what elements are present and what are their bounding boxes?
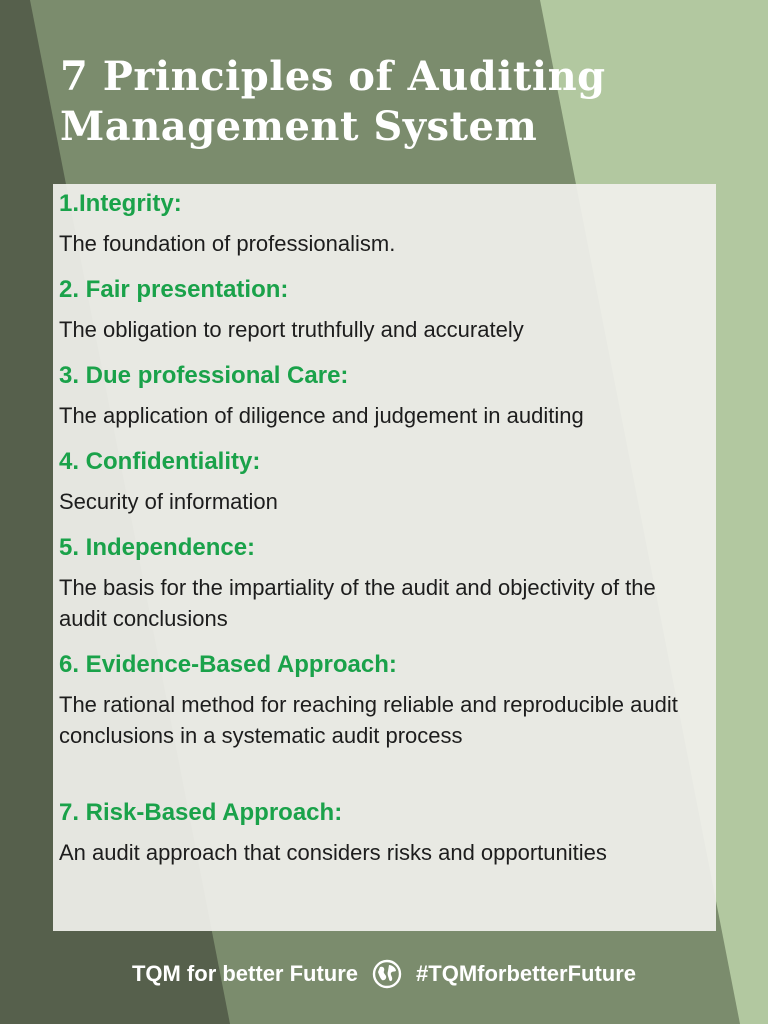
footer-tagline: TQM for better Future	[131, 961, 359, 986]
footer-hashtag: #TQMforbetterFuture	[416, 961, 637, 986]
principles-panel	[53, 184, 716, 931]
principle-independence	[59, 534, 709, 634]
principle-due-professional-care	[59, 362, 709, 431]
principle-description: The application of diligence and judgement in auditing	[59, 403, 584, 428]
principle-risk-based-approach	[59, 799, 709, 868]
principle-heading: 7. Risk-Based Approach:	[59, 799, 343, 826]
principle-fair-presentation	[59, 276, 709, 345]
principle-heading: 3. Due professional Care:	[59, 362, 349, 389]
title-line-2: Management System	[60, 103, 538, 150]
principle-confidentiality	[59, 448, 709, 517]
principle-description: The obligation to report truthfully and accurately	[59, 317, 524, 342]
principle-heading: 4. Confidentiality:	[59, 448, 261, 475]
page-title	[60, 52, 740, 152]
principle-heading: 1.Integrity:	[59, 190, 182, 217]
footer	[0, 952, 768, 996]
principle-evidence-based-approach	[59, 651, 709, 751]
principle-description: The foundation of professionalism.	[59, 231, 396, 256]
principle-integrity	[59, 190, 709, 259]
principle-heading: 6. Evidence-Based Approach:	[59, 651, 397, 678]
globe-icon	[372, 959, 402, 989]
principle-description: The basis for the impartiality of the audit and objectivity of the audit conclusions	[59, 575, 656, 631]
principle-heading: 5. Independence:	[59, 534, 256, 561]
title-line-1: 7 Principles of Auditing	[60, 53, 606, 100]
principle-description: The rational method for reaching reliable and reproducible audit conclusions in a systematic audit process	[59, 692, 678, 748]
principle-description: Security of information	[59, 489, 278, 514]
principle-description: An audit approach that considers risks and opportunities	[59, 840, 607, 865]
principle-heading: 2. Fair presentation:	[59, 276, 289, 303]
